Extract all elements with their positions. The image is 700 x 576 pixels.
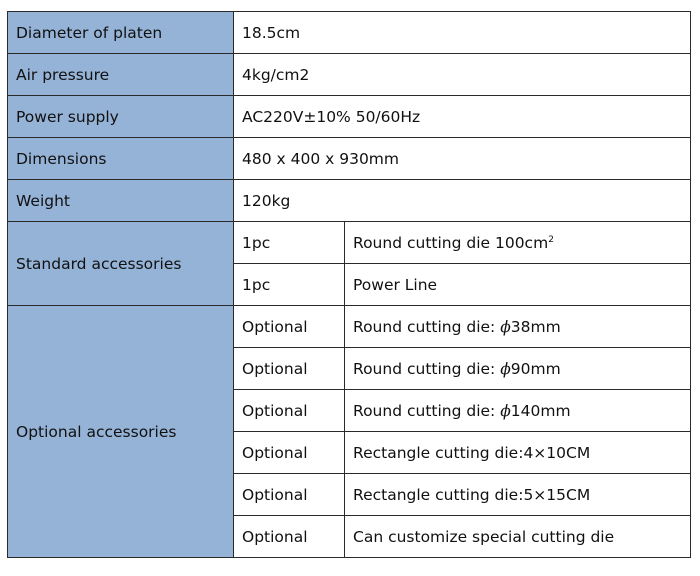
accessory-qty: Optional bbox=[234, 348, 345, 390]
diameter-symbol: ϕ bbox=[500, 317, 511, 336]
accessory-qty: Optional bbox=[234, 516, 345, 558]
row-value: 18.5cm bbox=[234, 12, 691, 54]
table-row bbox=[8, 306, 691, 348]
row-value: AC220V±10% 50/60Hz bbox=[234, 96, 691, 138]
table-row bbox=[8, 12, 691, 54]
accessory-desc: Round cutting die $100cm^2$ bbox=[345, 222, 691, 264]
row-label: Weight bbox=[8, 180, 234, 222]
accessory-desc: Round cutting die: ϕ38mm bbox=[345, 306, 691, 348]
accessory-qty: Optional bbox=[234, 432, 345, 474]
row-label: Diameter of platen bbox=[8, 12, 234, 54]
row-label: Dimensions bbox=[8, 138, 234, 180]
accessory-qty: 1pc bbox=[234, 264, 345, 306]
table-row bbox=[8, 54, 691, 96]
accessory-desc: Rectangle cutting die:4×10CM bbox=[345, 432, 691, 474]
table-row bbox=[8, 138, 691, 180]
optional-accessories-label: Optional accessories bbox=[8, 306, 234, 558]
standard-accessories-label: Standard accessories bbox=[8, 222, 234, 306]
accessory-desc: Power Line bbox=[345, 264, 691, 306]
table-row bbox=[8, 96, 691, 138]
row-label: Air pressure bbox=[8, 54, 234, 96]
diameter-symbol: ϕ bbox=[500, 401, 511, 420]
diameter-symbol: ϕ bbox=[500, 359, 511, 378]
accessory-desc: Rectangle cutting die:5×15CM bbox=[345, 474, 691, 516]
accessory-qty: Optional bbox=[234, 306, 345, 348]
superscript: 2 bbox=[548, 234, 554, 245]
row-value: 480 x 400 x 930mm bbox=[234, 138, 691, 180]
table-row bbox=[8, 180, 691, 222]
accessory-desc: Round cutting die: ϕ90mm bbox=[345, 348, 691, 390]
accessory-desc: Round cutting die: ϕ140mm bbox=[345, 390, 691, 432]
row-label: Power supply bbox=[8, 96, 234, 138]
row-value: 4kg/cm2 bbox=[234, 54, 691, 96]
spec-table bbox=[7, 11, 691, 558]
accessory-qty: Optional bbox=[234, 474, 345, 516]
table-row bbox=[8, 222, 691, 264]
accessory-qty: 1pc bbox=[234, 222, 345, 264]
row-value: 120kg bbox=[234, 180, 691, 222]
accessory-qty: Optional bbox=[234, 390, 345, 432]
accessory-desc: Can customize special cutting die bbox=[345, 516, 691, 558]
